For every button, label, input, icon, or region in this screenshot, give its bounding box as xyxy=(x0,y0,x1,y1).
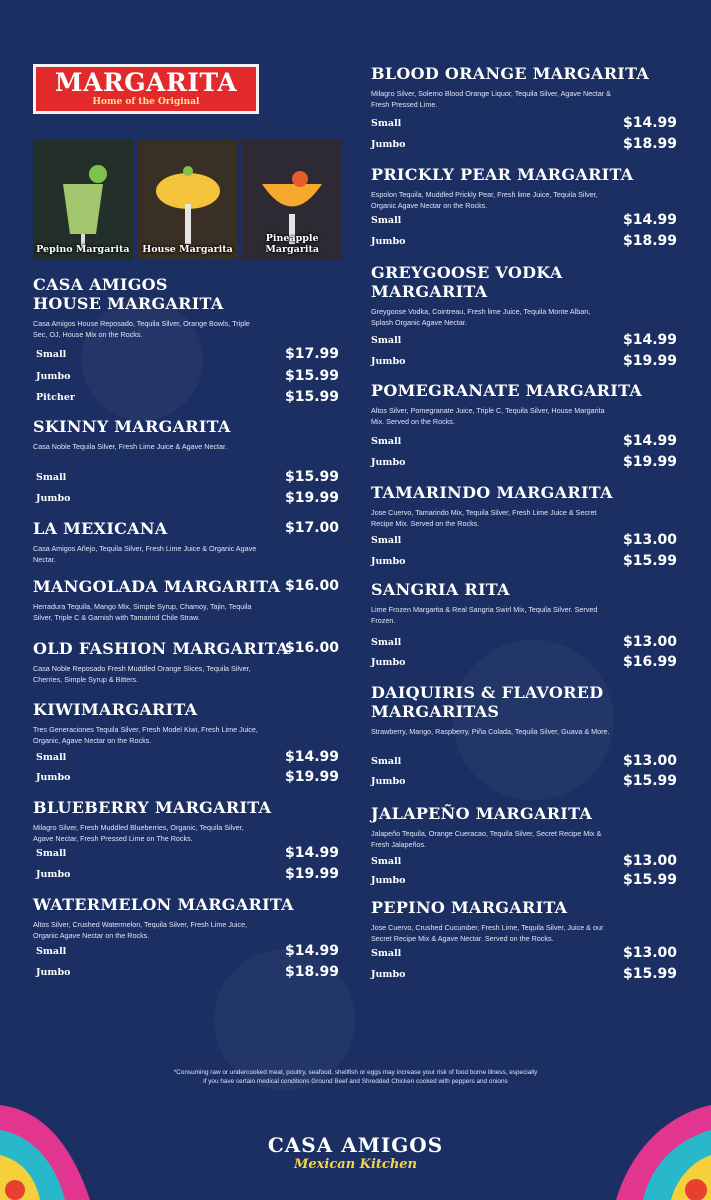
menu-subtitle: Home of the Original xyxy=(92,97,200,107)
size-price: $19.99 xyxy=(284,866,339,882)
size-price: $13.00 xyxy=(622,853,677,869)
size-price: $15.99 xyxy=(622,553,677,569)
size-label: Jumbo xyxy=(36,493,71,504)
size-price: $14.99 xyxy=(622,212,677,228)
size-label: Small xyxy=(36,752,67,763)
menu-item xyxy=(33,275,339,340)
size-price-row xyxy=(33,866,339,884)
item-description: Tres Generaciones Tequila Silver, Fresh Model Kiwi, Fresh Lime Juice, Organic, Agave Nectar on the Rocks. xyxy=(33,725,258,745)
menu-item xyxy=(33,798,339,844)
item-description: Espolon Tequila, Muddled Prickly Pear, Fresh lime Juice, Tequila Silver, Organic Agave Nectar on the Rocks. xyxy=(371,190,598,210)
size-price: $18.99 xyxy=(284,964,339,980)
size-price: $15.99 xyxy=(284,389,339,405)
size-price-row xyxy=(371,532,677,550)
item-title: DAIQUIRIS & FLAVORED MARGARITAS xyxy=(371,683,604,721)
size-price: $19.99 xyxy=(622,454,677,470)
size-price-row xyxy=(371,332,677,350)
size-label: Jumbo xyxy=(371,236,406,247)
menu-item xyxy=(33,639,339,685)
size-price-row xyxy=(371,945,677,963)
menu-item xyxy=(33,519,339,565)
size-price-row xyxy=(371,966,677,984)
size-price: $14.99 xyxy=(284,749,339,765)
item-description: Herradura Tequila, Mango Mix, Simple Syrup, Chamoy, Tajin, Tequila Silver, Triple C & Garnish with Tamarind Chile Straw. xyxy=(33,602,252,622)
item-price: $16.00 xyxy=(284,578,339,594)
size-label: Small xyxy=(371,335,402,346)
size-label: Small xyxy=(36,472,67,483)
size-price: $18.99 xyxy=(622,233,677,249)
item-title: TAMARINDO MARGARITA xyxy=(371,483,613,502)
item-title: GREYGOOSE VODKA MARGARITA xyxy=(371,263,563,301)
item-description: Casa Noble Tequila Silver, Fresh Lime Juice & Agave Nectar. xyxy=(33,442,228,451)
menu-title: MARGARITA xyxy=(54,68,238,97)
photo-pineapple xyxy=(242,139,342,260)
menu-item xyxy=(371,165,677,211)
menu-item xyxy=(371,483,677,529)
size-label: Jumbo xyxy=(371,356,406,367)
size-price: $15.99 xyxy=(622,773,677,789)
photo-house xyxy=(138,139,238,260)
item-title: KIWIMARGARITA xyxy=(33,700,198,719)
menu-item xyxy=(371,64,677,110)
photo-caption: Pineapple Margarita xyxy=(265,233,319,255)
size-price-row xyxy=(371,773,677,791)
menu-item xyxy=(33,417,339,452)
size-price-row xyxy=(33,346,339,364)
size-price-row xyxy=(33,964,339,982)
size-label: Jumbo xyxy=(371,875,406,886)
size-price: $13.00 xyxy=(622,634,677,650)
size-price-row xyxy=(371,634,677,652)
item-price: $16.00 xyxy=(284,640,339,656)
size-label: Small xyxy=(371,856,402,867)
disclaimer xyxy=(0,1068,711,1086)
size-price-row xyxy=(33,943,339,961)
item-title: CASA AMIGOS HOUSE MARGARITA xyxy=(33,275,224,313)
size-price-row xyxy=(33,368,339,386)
size-label: Small xyxy=(371,118,402,129)
item-title: MANGOLADA MARGARITA xyxy=(33,577,281,596)
size-price-row xyxy=(33,769,339,787)
size-price-row xyxy=(371,115,677,133)
size-price: $13.00 xyxy=(622,532,677,548)
size-price-row xyxy=(371,553,677,571)
size-price: $19.99 xyxy=(622,353,677,369)
size-label: Jumbo xyxy=(371,969,406,980)
size-price-row xyxy=(33,845,339,863)
item-description: Jose Cuervo, Tamarindo Mix, Tequila Silver, Fresh Lime Juice & Secret Recipe Mix. Served on the Rocks. xyxy=(371,508,597,528)
menu-item xyxy=(371,381,677,427)
item-description: Altos Silver, Crushed Watermelon, Tequila Silver, Fresh Lime Juice, Organic Agave Nectar on the Rocks. xyxy=(33,920,248,940)
size-price: $14.99 xyxy=(622,332,677,348)
item-description: Altos Silver, Pomegranate Juice, Triple C, Tequila Silver, House Margarita Mix. Served on the Rocks. xyxy=(371,406,605,426)
menu-item xyxy=(33,700,339,746)
size-label: Small xyxy=(371,215,402,226)
size-price: $17.99 xyxy=(284,346,339,362)
item-price: $17.00 xyxy=(284,520,339,536)
item-description: Jalapeño Tequila, Orange Cueracao, Tequila Silver, Secret Recipe Mix & Fresh Jalapeños. xyxy=(371,829,602,849)
size-label: Small xyxy=(36,349,67,360)
size-label: Jumbo xyxy=(371,556,406,567)
size-price-row xyxy=(371,853,677,871)
item-description: Greygoose Vodka, Cointreau, Fresh lime Juice, Tequila Monte Alban, Splash Organic Agave Nectar. xyxy=(371,307,591,327)
menu-item xyxy=(371,898,677,944)
size-price: $13.00 xyxy=(622,945,677,961)
photo-pepino xyxy=(33,139,133,260)
size-price-row xyxy=(371,233,677,251)
size-price: $15.99 xyxy=(622,966,677,982)
size-price: $19.99 xyxy=(284,490,339,506)
item-description: Milagro Silver, Fresh Muddled Blueberries, Organic, Tequila Silver, Agave Nectar, Fresh Pressed Lime on The Rocks. xyxy=(33,823,244,843)
size-label: Jumbo xyxy=(371,139,406,150)
brand-name: CASA AMIGOS xyxy=(267,1133,444,1157)
size-price: $14.99 xyxy=(284,845,339,861)
size-price-row xyxy=(371,654,677,672)
size-price-row xyxy=(371,212,677,230)
size-label: Small xyxy=(371,535,402,546)
size-price-row xyxy=(371,454,677,472)
menu-item xyxy=(33,895,339,941)
size-price-row xyxy=(33,490,339,508)
size-price: $13.00 xyxy=(622,753,677,769)
menu-title-banner xyxy=(33,64,259,114)
size-price: $14.99 xyxy=(622,433,677,449)
size-price: $19.99 xyxy=(284,769,339,785)
menu-item xyxy=(371,683,677,737)
item-title: PEPINO MARGARITA xyxy=(371,898,568,917)
menu-item xyxy=(371,580,677,626)
disclaimer-line: if you have certain medical conditions Ground Beef and Shredded Chicken cooked with peppers and onions xyxy=(203,1078,508,1085)
size-price: $14.99 xyxy=(622,115,677,131)
item-title: SKINNY MARGARITA xyxy=(33,417,231,436)
item-title: WATERMELON MARGARITA xyxy=(33,895,294,914)
menu-item xyxy=(371,804,677,850)
brand-tagline: Mexican Kitchen xyxy=(294,1157,417,1172)
item-title: BLOOD ORANGE MARGARITA xyxy=(371,64,650,83)
item-title: BLUEBERRY MARGARITA xyxy=(33,798,272,817)
photo-caption: House Margarita xyxy=(142,244,233,255)
size-label: Pitcher xyxy=(36,392,75,403)
size-price-row xyxy=(33,389,339,407)
item-description: Milagro Silver, Solerno Blood Orange Liquor, Tequila Silver, Agave Nectar & Fresh Pressed Lime. xyxy=(371,89,611,109)
size-price: $15.99 xyxy=(622,872,677,888)
size-label: Jumbo xyxy=(371,457,406,468)
item-description: Casa Amigos Añejo, Tequila Silver, Fresh Lime Juice & Organic Agave Nectar. xyxy=(33,544,257,564)
size-label: Small xyxy=(36,946,67,957)
size-price: $15.99 xyxy=(284,469,339,485)
menu-item xyxy=(33,577,339,623)
item-description: Lime Frozen Margarita & Real Sangria Swirl Mix, Tequila Silver. Served Frozen. xyxy=(371,605,598,625)
item-title: SANGRIA RITA xyxy=(371,580,510,599)
size-price: $15.99 xyxy=(284,368,339,384)
size-label: Jumbo xyxy=(371,657,406,668)
item-description: Strawberry, Mango, Raspberry, Piña Colada, Tequila Silver, Guava & More. xyxy=(371,727,610,736)
disclaimer-line: *Consuming raw or undercooked meat, poultry, seafood, shellfish or eggs may increase your risk of food borne illness, especially xyxy=(173,1069,538,1076)
size-label: Jumbo xyxy=(36,371,71,382)
size-price-row xyxy=(371,136,677,154)
item-title: PRICKLY PEAR MARGARITA xyxy=(371,165,634,184)
size-price-row xyxy=(371,353,677,371)
size-label: Jumbo xyxy=(36,772,71,783)
size-price: $16.99 xyxy=(622,654,677,670)
size-price-row xyxy=(33,749,339,767)
size-label: Small xyxy=(371,948,402,959)
item-title: OLD FASHION MARGARITA xyxy=(33,639,289,658)
size-price-row xyxy=(33,469,339,487)
photo-caption: Pepino Margarita xyxy=(36,244,130,255)
item-description: Casa Amigos House Reposado, Tequila Silver, Orange Bowls, Triple Sec, OJ, House Mix on the Rocks. xyxy=(33,319,250,339)
item-title: LA MEXICANA xyxy=(33,519,168,538)
size-label: Small xyxy=(371,436,402,447)
item-description: Casa Noble Reposado Fresh Muddled Orange Slices, Tequila Silver, Cherries, Simple Syrup & Bitters. xyxy=(33,664,251,684)
size-price: $14.99 xyxy=(284,943,339,959)
item-description: Jose Cuervo, Crushed Cucumber, Fresh Lime, Tequila Silver, Juice & our Secret Recipe Mix & Agave Nectar. Served on the Rocks. xyxy=(371,923,604,943)
size-label: Small xyxy=(36,848,67,859)
photo-strip xyxy=(33,139,342,260)
size-label: Jumbo xyxy=(371,776,406,787)
size-label: Small xyxy=(371,756,402,767)
size-price-row xyxy=(371,753,677,771)
item-title: JALAPEÑO MARGARITA xyxy=(371,804,593,823)
size-label: Jumbo xyxy=(36,967,71,978)
size-label: Small xyxy=(371,637,402,648)
item-title: POMEGRANATE MARGARITA xyxy=(371,381,643,400)
size-price: $18.99 xyxy=(622,136,677,152)
size-label: Jumbo xyxy=(36,869,71,880)
size-price-row xyxy=(371,872,677,890)
size-price-row xyxy=(371,433,677,451)
menu-item xyxy=(371,263,677,328)
